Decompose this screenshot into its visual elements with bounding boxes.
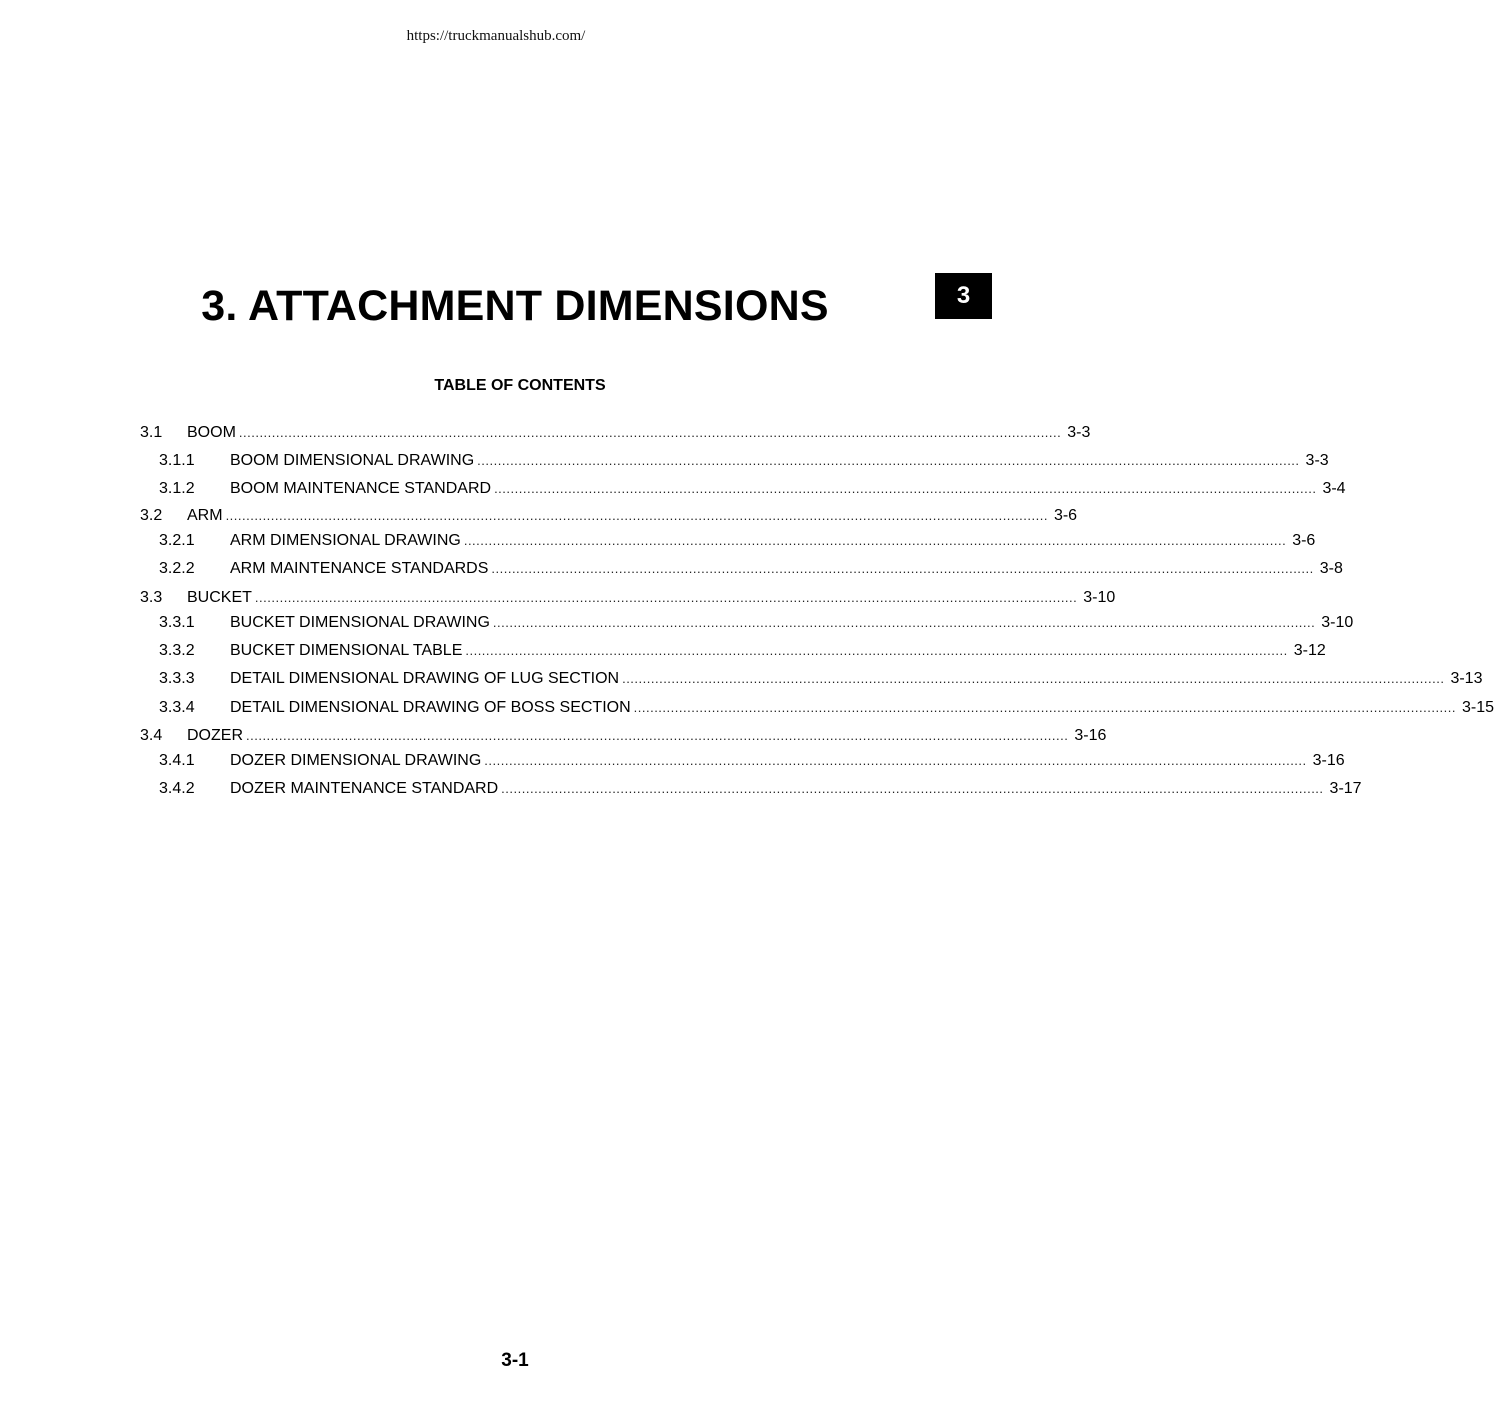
toc-entry-page: 3-16 (1074, 727, 1107, 744)
toc-entry-label: BUCKET (187, 589, 252, 606)
toc-entry-label: BOOM MAINTENANCE STANDARD (230, 480, 492, 497)
dot-leader: ........................................................................................................................................................................................................ (477, 453, 1300, 468)
toc-entry-number: 3.2.2 (159, 560, 195, 577)
toc-entry-label: DETAIL DIMENSIONAL DRAWING OF BOSS SECTION (230, 699, 631, 716)
toc-entry-page: 3-10 (1321, 614, 1354, 631)
toc-entry-number: 3.4 (140, 727, 163, 744)
toc-entry-label: ARM MAINTENANCE STANDARDS (230, 560, 489, 577)
dot-leader: ........................................................................................................................................................................................................ (465, 643, 1288, 658)
toc-entry-number: 3.4.1 (159, 752, 195, 769)
toc-entry-label: ARM DIMENSIONAL DRAWING (230, 532, 461, 549)
dot-leader: ........................................................................................................................................................................................................ (254, 590, 1078, 605)
toc-entry-page: 3-4 (1322, 480, 1346, 497)
dot-leader: ........................................................................................................................................................................................................ (238, 425, 1062, 440)
toc-entry-page: 3-6 (1053, 507, 1078, 524)
toc-entry[interactable] (140, 589, 1116, 611)
chapter-tab: 3 (935, 273, 992, 319)
header-url: https://truckmanualshub.com/ (406, 28, 586, 44)
toc-entry-label: BUCKET DIMENSIONAL TABLE (230, 642, 463, 659)
toc-entry-number: 3.3 (140, 589, 163, 606)
dot-leader: ........................................................................................................................................................................................................ (484, 753, 1307, 768)
toc-entry-page: 3-13 (1450, 670, 1483, 687)
toc-entry-page: 3-8 (1319, 560, 1343, 577)
toc-entry[interactable] (140, 424, 1091, 446)
toc-entry[interactable] (159, 699, 1495, 721)
toc-entry-page: 3-15 (1462, 699, 1495, 716)
toc-entry-number: 3.1 (140, 424, 163, 441)
toc-entry-number: 3.3.4 (159, 699, 195, 716)
dot-leader: ........................................................................................................................................................................................................ (492, 615, 1316, 630)
toc-entry-label: BOOM (187, 424, 236, 441)
toc-entry-label: DOZER DIMENSIONAL DRAWING (230, 752, 482, 769)
dot-leader: ........................................................................................................................................................................................................ (622, 671, 1445, 686)
toc-entry-label: DETAIL DIMENSIONAL DRAWING OF LUG SECTION (230, 670, 620, 687)
dot-leader: ........................................................................................................................................................................................................ (501, 781, 1324, 796)
page-number: 3-1 (501, 1350, 529, 1371)
toc-entry-label: DOZER (187, 727, 243, 744)
toc-entry-label: BOOM DIMENSIONAL DRAWING (230, 452, 475, 469)
toc-entry[interactable] (159, 614, 1354, 636)
toc-entry[interactable] (159, 780, 1362, 802)
toc-entry-page: 3-3 (1067, 424, 1091, 441)
dot-leader: ........................................................................................................................................................................................................ (246, 728, 1069, 743)
dot-leader: ........................................................................................................................................................................................................ (494, 481, 1317, 496)
toc-entry-label: BUCKET DIMENSIONAL DRAWING (230, 614, 490, 631)
toc-entry-number: 3.3.3 (159, 670, 195, 687)
toc-entry-number: 3.4.2 (159, 780, 195, 797)
toc-entry-page: 3-16 (1312, 752, 1345, 769)
dot-leader: ........................................................................................................................................................................................................ (491, 561, 1314, 576)
toc-entry[interactable] (159, 480, 1346, 502)
toc-entry-page: 3-10 (1083, 589, 1116, 606)
chapter-title: 3. ATTACHMENT DIMENSIONS (201, 282, 829, 330)
toc-entry[interactable] (159, 560, 1343, 582)
toc-entry-page: 3-6 (1292, 532, 1316, 549)
toc-entry-number: 3.3.1 (159, 614, 195, 631)
toc-entry-page: 3-3 (1305, 452, 1329, 469)
toc-entry[interactable] (140, 507, 1078, 529)
toc-entry-label: ARM (187, 507, 223, 524)
toc-entry-page: 3-17 (1329, 780, 1362, 797)
toc-entry[interactable] (159, 752, 1345, 774)
toc-entry-number: 3.2.1 (159, 532, 195, 549)
toc-entry-number: 3.1.1 (159, 452, 195, 469)
toc-entry-number: 3.1.2 (159, 480, 195, 497)
toc-entry[interactable] (159, 670, 1483, 692)
toc-entry-label: DOZER MAINTENANCE STANDARD (230, 780, 499, 797)
dot-leader: ........................................................................................................................................................................................................ (463, 533, 1287, 548)
toc-entry-number: 3.2 (140, 507, 163, 524)
toc-entry[interactable] (159, 642, 1326, 664)
toc-entry[interactable] (159, 452, 1329, 474)
dot-leader: ........................................................................................................................................................................................................ (633, 700, 1457, 715)
toc-entry-number: 3.3.2 (159, 642, 195, 659)
toc-entry[interactable] (159, 532, 1316, 554)
toc-heading: TABLE OF CONTENTS (434, 377, 606, 394)
toc-entry[interactable] (140, 727, 1107, 749)
dot-leader: ........................................................................................................................................................................................................ (225, 508, 1048, 523)
toc-entry-page: 3-12 (1293, 642, 1326, 659)
